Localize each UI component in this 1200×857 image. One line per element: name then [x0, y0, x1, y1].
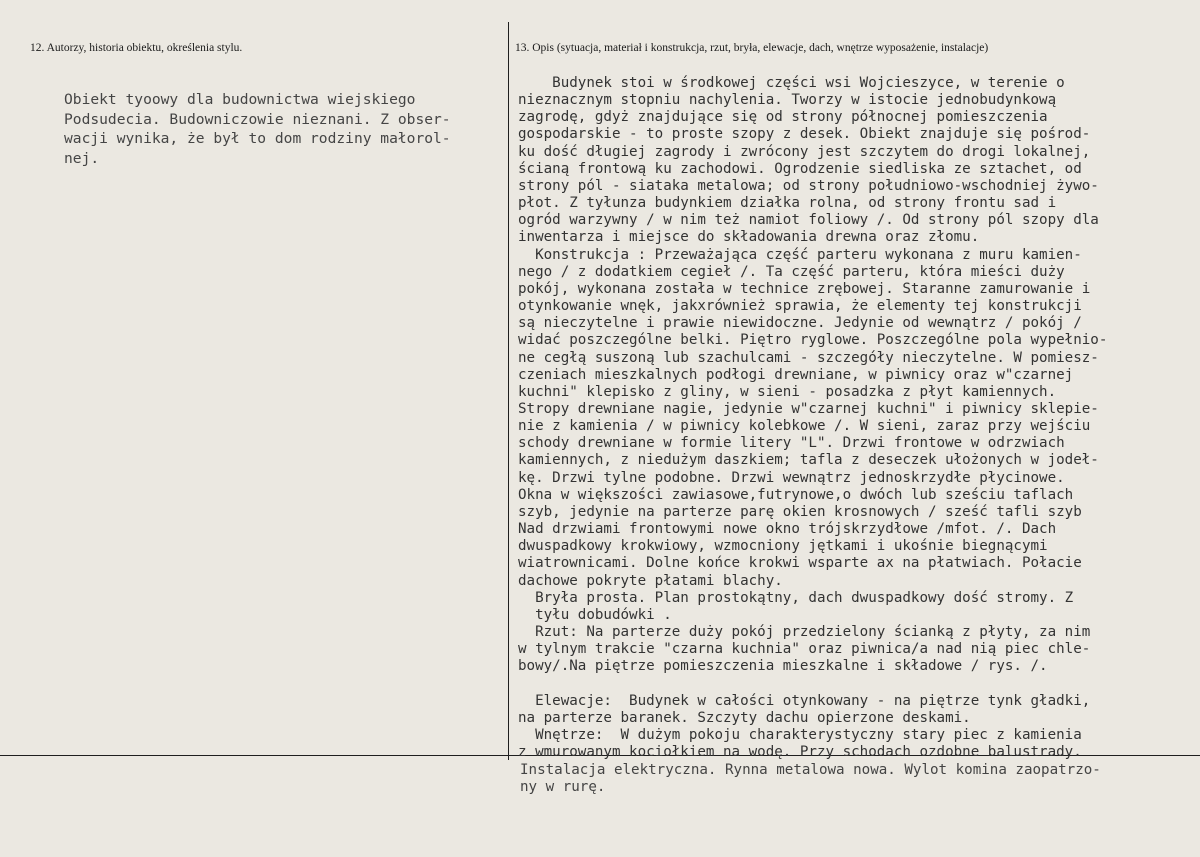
text-line: Wnętrze: W dużym pokoju charakterystyczny stary piec z kamienia: [518, 726, 1082, 743]
text-line: Okna w większości zawiasowe,futrynowe,o dwóch lub sześciu taflach: [518, 486, 1074, 503]
text-line: nie z kamienia / w piwnicy kolebkowe /. W sieni, zaraz przy wejściu: [518, 418, 1091, 435]
text-line: tyłu dobudówki .: [518, 606, 672, 623]
column-divider: [508, 22, 509, 760]
text-line: widać poszczególne belki. Piętro ryglowe. Poszczególne pola wypełnio-: [518, 332, 1108, 349]
text-line: nego / z dodatkiem cegieł /. Ta część parteru, która mieści duży: [518, 263, 1065, 280]
text-line: Nad drzwiami frontowymi nowe okno trójskrzydłowe /mfot. /. Dach: [518, 521, 1057, 538]
text-line: Elewacje: Budynek w całości otynkowany - na piętrze tynk gładki,: [518, 692, 1091, 709]
text-line: inwentarza i miejsce do składowania drewna oraz złomu.: [518, 229, 980, 246]
text-line: z wmurowanym kociołkiem na wodę. Przy schodach ozdobne balustrady.: [518, 744, 1082, 761]
text-line: ny w rurę.: [520, 779, 606, 795]
text-line: w tylnym trakcie "czarna kuchnia" oraz piwnica/a nad nią piec chle-: [518, 641, 1091, 658]
section-13-continuation: [520, 762, 1101, 796]
text-line: kuchni" klepisko z gliny, w sieni - posadzka z płyt kamiennych.: [518, 383, 1057, 400]
text-line: ścianą frontową ku zachodowi. Ogrodzenie siedliska ze sztachet, od: [518, 160, 1082, 177]
text-line: nieznacznym stopniu nachylenia. Tworzy w istocie jednobudynkową: [518, 92, 1057, 109]
text-line: strony pól - siataka metalowa; od strony południowo-wschodniej żywo-: [518, 177, 1099, 194]
text-line: kamiennych, z niedużym daszkiem; tafla z deseczek ułożonych w jodeł-: [518, 452, 1099, 469]
text-line: czeniach mieszkalnych podłogi drewniane, w piwnicy oraz w"czarnej: [518, 366, 1074, 383]
text-line: ku dość długiej zagrody i zwrócony jest szczytem do drogi lokalnej,: [518, 143, 1091, 160]
text-line: Instalacja elektryczna. Rynna metalowa nowa. Wylot komina zaopatrzo-: [520, 762, 1101, 778]
text-line: Bryła prosta. Plan prostokątny, dach dwuspadkowy dość stromy. Z: [518, 589, 1074, 606]
text-line: są nieczytelne i prawie niewidoczne. Jedynie od wewnątrz / pokój /: [518, 315, 1082, 332]
text-line: Stropy drewniane nagie, jedynie w"czarnej kuchni" i piwnicy sklepie-: [518, 400, 1099, 417]
text-line: szyb, jedynie na parterze parę okien krosnowych / sześć tafli szyb: [518, 503, 1082, 520]
text-line: wiatrownicami. Dolne końce krokwi wsparte ax na płatwiach. Połacie: [518, 555, 1082, 572]
section-13-header: 13. Opis (sytuacja, materiał i konstrukcja, rzut, bryła, elewacje, dach, wnętrze wyposażenie, instalacje): [515, 42, 989, 54]
text-line: wacji wynika, że był to dom rodziny małorol-: [64, 130, 451, 147]
text-line: otynkowanie wnęk, jakxrównież sprawia, że elementy tej konstrukcji: [518, 298, 1082, 315]
text-line: Podsudecia. Budowniczowie nieznani. Z obser-: [64, 110, 451, 128]
text-line: bowy/.Na piętrze pomieszczenia mieszkalne i składowe / rys. /.: [518, 658, 1048, 675]
text-line: płot. Z tyłunza budynkiem działka rolna, od strony frontu sad i: [518, 195, 1057, 212]
text-line: schody drewniane w formie litery "L". Drzwi frontowe w odrzwiach: [518, 435, 1065, 452]
section-12-text: [64, 90, 451, 168]
text-line: kę. Drzwi tylne podobne. Drzwi wewnątrz jednoskrzydłe płycinowe.: [518, 469, 1065, 486]
text-line: dwuspadkowy krokwiowy, wzmocniony jętkami i ukośnie biegnącymi: [518, 538, 1048, 555]
text-line: [518, 675, 1198, 692]
text-line: dachowe pokryte płatami blachy.: [518, 572, 783, 589]
text-line: zagrodę, gdyż znajdujące się od strony północnej pomieszczenia: [518, 109, 1048, 126]
text-line: Rzut: Na parterze duży pokój przedzielony ścianką z płyty, za nim: [518, 624, 1091, 640]
text-line: na parterze baranek. Szczyty dachu opierzone deskami.: [518, 709, 971, 726]
text-line: Obiekt tyoowy dla budownictwa wiejskiego: [64, 91, 416, 108]
section-13-text: [518, 75, 1198, 761]
text-line: nej.: [64, 149, 100, 167]
text-line: Konstrukcja : Przeważająca część parteru wykonana z muru kamien-: [518, 246, 1082, 263]
text-line: ne cegłą suszoną lub szachulcami - szczegóły nieczytelne. W pomiesz-: [518, 349, 1099, 366]
text-line: ogród warzywny / w nim też namiot foliowy /. Od strony pól szopy dla: [518, 212, 1099, 229]
section-12-header: 12. Autorzy, historia obiektu, określenia stylu.: [30, 42, 243, 54]
text-line: pokój, wykonana została w technice zrębowej. Staranne zamurowanie i: [518, 280, 1091, 297]
text-line: Budynek stoi w środkowej części wsi Wojcieszyce, w terenie o: [518, 75, 1065, 91]
text-line: gospodarskie - to proste szopy z desek. Obiekt znajduje się pośrod-: [518, 126, 1091, 143]
